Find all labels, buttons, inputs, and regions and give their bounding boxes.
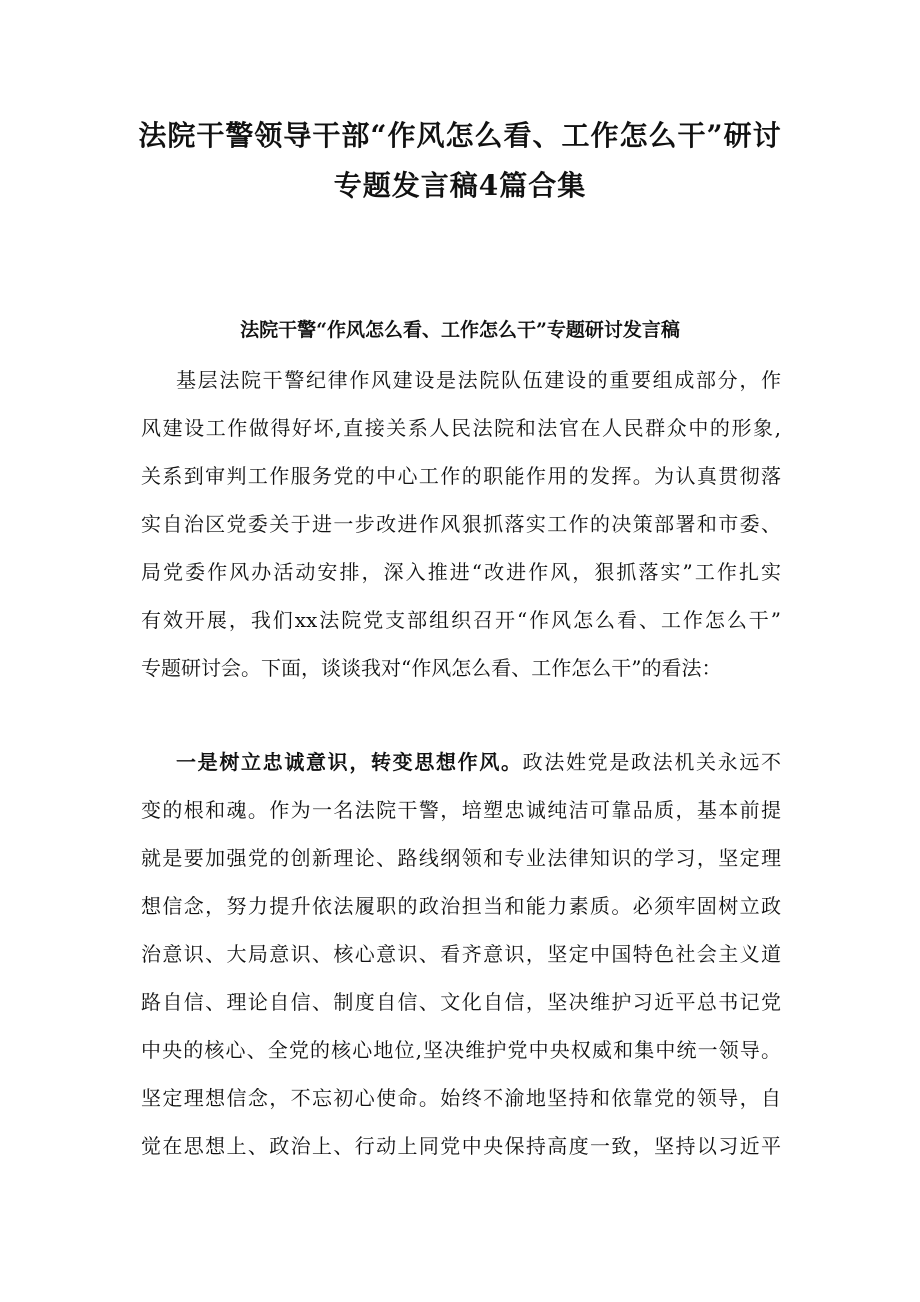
paragraph-line: 专题研讨会。下面，谈谈我对“作风怎么看、工作怎么干”的看法： xyxy=(141,656,722,680)
document-title-line-1: 法院干警领导干部“作风怎么看、工作怎么干”研讨 xyxy=(138,119,782,152)
paragraph-lead-bold: 一是树立忠诚意识，转变思想作风。 xyxy=(176,750,523,774)
paragraph-line: 有效开展，我们xx法院党支部组织召开“作风怎么看、工作怎么干” xyxy=(141,608,781,632)
paragraph-line: 治意识、大局意识、核心意识、看齐意识，坚定中国特色社会主义道 xyxy=(141,942,781,966)
paragraph-line: 关系到审判工作服务党的中心工作的职能作用的发挥。为认真贯彻落 xyxy=(141,464,781,488)
paragraph-line: 基层法院干警纪律作风建设是法院队伍建设的重要组成部分，作 xyxy=(176,368,781,392)
document-title-line-2: 专题发言稿4篇合集 xyxy=(333,169,587,202)
paragraph-line: 中央的核心、全党的核心地位,坚决维护党中央权威和集中统一领导。 xyxy=(141,1038,781,1062)
section-title: 法院干警“作风怎么看、工作怎么干”专题研讨发言稿 xyxy=(240,319,680,341)
paragraph-line: 路自信、理论自信、制度自信、文化自信，坚决维护习近平总书记党 xyxy=(141,990,781,1014)
paragraph-line: 坚定理想信念，不忘初心使命。始终不渝地坚持和依靠党的领导，自 xyxy=(141,1086,781,1110)
paragraph-line: 就是要加强党的创新理论、路线纲领和专业法律知识的学习，坚定理 xyxy=(141,846,781,870)
paragraph-lead-rest: 政法姓党是政法机关永远不 xyxy=(522,750,782,774)
paragraph-line: 变的根和魂。作为一名法院干警，培塑忠诚纯洁可靠品质，基本前提 xyxy=(141,798,781,822)
paragraph-lead-line xyxy=(176,748,781,776)
paragraph-line: 局党委作风办活动安排，深入推进“改进作风，狠抓落实”工作扎实 xyxy=(141,560,781,584)
paragraph-line: 觉在思想上、政治上、行动上同党中央保持高度一致，坚持以习近平 xyxy=(141,1134,781,1158)
paragraph-line: 想信念，努力提升依法履职的政治担当和能力素质。必须牢固树立政 xyxy=(141,894,781,918)
paragraph-line: 风建设工作做得好坏,直接关系人民法院和法官在人民群众中的形象, xyxy=(141,416,781,440)
paragraph-line: 实自治区党委关于进一步改进作风狠抓落实工作的决策部署和市委、 xyxy=(141,512,781,536)
